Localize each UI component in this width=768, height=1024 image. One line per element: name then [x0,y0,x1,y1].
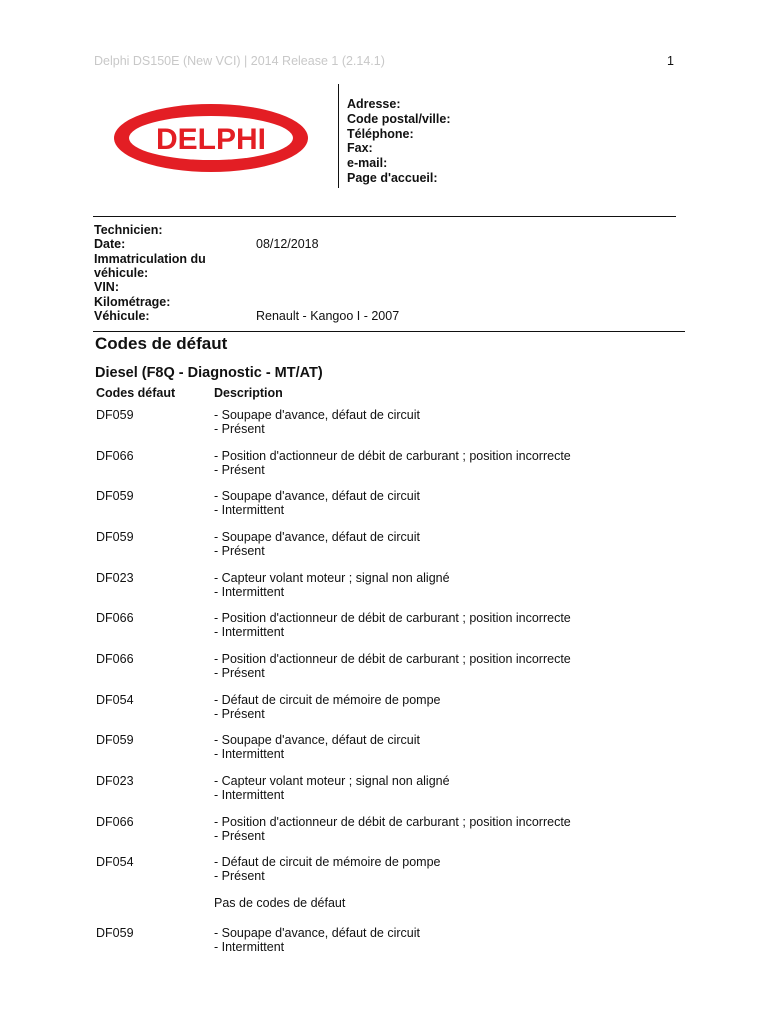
fault-status: - Intermittent [214,788,285,802]
fault-status: - Intermittent [214,585,285,599]
email-label: e-mail: [347,156,388,171]
technician-label: Technicien: [94,223,163,237]
postal-label: Code postal/ville: [347,111,451,126]
info-bottom-rule [93,331,685,332]
column-header-description: Description [214,386,283,400]
homepage-label: Page d'accueil: [347,170,438,185]
section-title: Codes de défaut [95,334,228,353]
fault-description: - Soupape d'avance, défaut de circuit [214,408,420,422]
fault-row [0,449,768,479]
fault-status: - Présent [214,422,265,436]
mileage-label: Kilométrage: [94,295,171,309]
fault-row [0,571,768,601]
fault-row [0,855,768,885]
fault-row [0,733,768,763]
fault-row [0,530,768,560]
fault-description: - Soupape d'avance, défaut de circuit [214,530,420,544]
fault-status: - Présent [214,869,265,883]
fault-description: - Capteur volant moteur ; signal non aligné [214,571,450,585]
fault-description: - Position d'actionneur de débit de carburant ; position incorrecte [214,449,571,463]
fault-description: - Soupape d'avance, défaut de circuit [214,489,420,503]
fault-code: DF054 [96,693,134,707]
header-divider [338,84,339,188]
fault-description: - Position d'actionneur de débit de carburant ; position incorrecte [214,815,571,829]
fault-code: DF066 [96,449,134,463]
date-value: 08/12/2018 [256,237,319,251]
fault-code: DF023 [96,571,134,585]
fault-row [0,408,768,438]
fault-row [0,815,768,845]
fault-code: DF059 [96,926,134,940]
fault-row [0,774,768,804]
contact-block [347,97,451,186]
fault-row [0,693,768,723]
date-label: Date: [94,237,126,251]
fault-status: - Présent [214,463,265,477]
phone-label: Téléphone: [347,126,414,141]
document-header: Delphi DS150E (New VCI) | 2014 Release 1 (2.14.1) [94,54,385,68]
fax-label: Fax: [347,141,373,156]
fault-status: - Présent [214,544,265,558]
vehicle-label: Véhicule: [94,309,150,323]
fault-status: - Intermittent [214,940,285,954]
fault-status: - Intermittent [214,747,285,761]
fault-code: DF066 [96,815,134,829]
fault-code: DF066 [96,611,134,625]
vin-label: VIN: [94,280,119,294]
fault-description: - Soupape d'avance, défaut de circuit [214,926,420,940]
fault-row [0,652,768,682]
fault-description: - Défaut de circuit de mémoire de pompe [214,693,441,707]
fault-status: - Présent [214,707,265,721]
fault-status: - Intermittent [214,503,285,517]
fault-code: DF023 [96,774,134,788]
section-subtitle: Diesel (F8Q - Diagnostic - MT/AT) [95,365,323,381]
logo-text: DELPHI [155,123,267,156]
fault-row [0,926,768,956]
fault-description: - Défaut de circuit de mémoire de pompe [214,855,441,869]
fault-code: DF059 [96,489,134,503]
delphi-logo [112,102,310,174]
fault-code: DF054 [96,855,134,869]
fault-status: - Présent [214,666,265,680]
fault-row [0,611,768,641]
fault-row [0,489,768,519]
fault-code: DF059 [96,408,134,422]
fault-description: - Position d'actionneur de débit de carburant ; position incorrecte [214,652,571,666]
fault-description: - Capteur volant moteur ; signal non aligné [214,774,450,788]
fault-description: - Position d'actionneur de débit de carburant ; position incorrecte [214,611,571,625]
address-label: Adresse: [347,97,401,111]
fault-code: DF066 [96,652,134,666]
plate-label-line2: véhicule: [94,266,149,280]
plate-label-line1: Immatriculation du [94,252,206,266]
fault-description: - Soupape d'avance, défaut de circuit [214,733,420,747]
page-number: 1 [667,54,674,68]
fault-code: DF059 [96,530,134,544]
info-top-rule [93,216,676,217]
fault-status: - Présent [214,829,265,843]
no-codes-note: Pas de codes de défaut [214,896,346,910]
vehicle-value: Renault - Kangoo I - 2007 [256,309,400,323]
column-header-code: Codes défaut [96,386,176,400]
fault-code: DF059 [96,733,134,747]
fault-status: - Intermittent [214,625,285,639]
